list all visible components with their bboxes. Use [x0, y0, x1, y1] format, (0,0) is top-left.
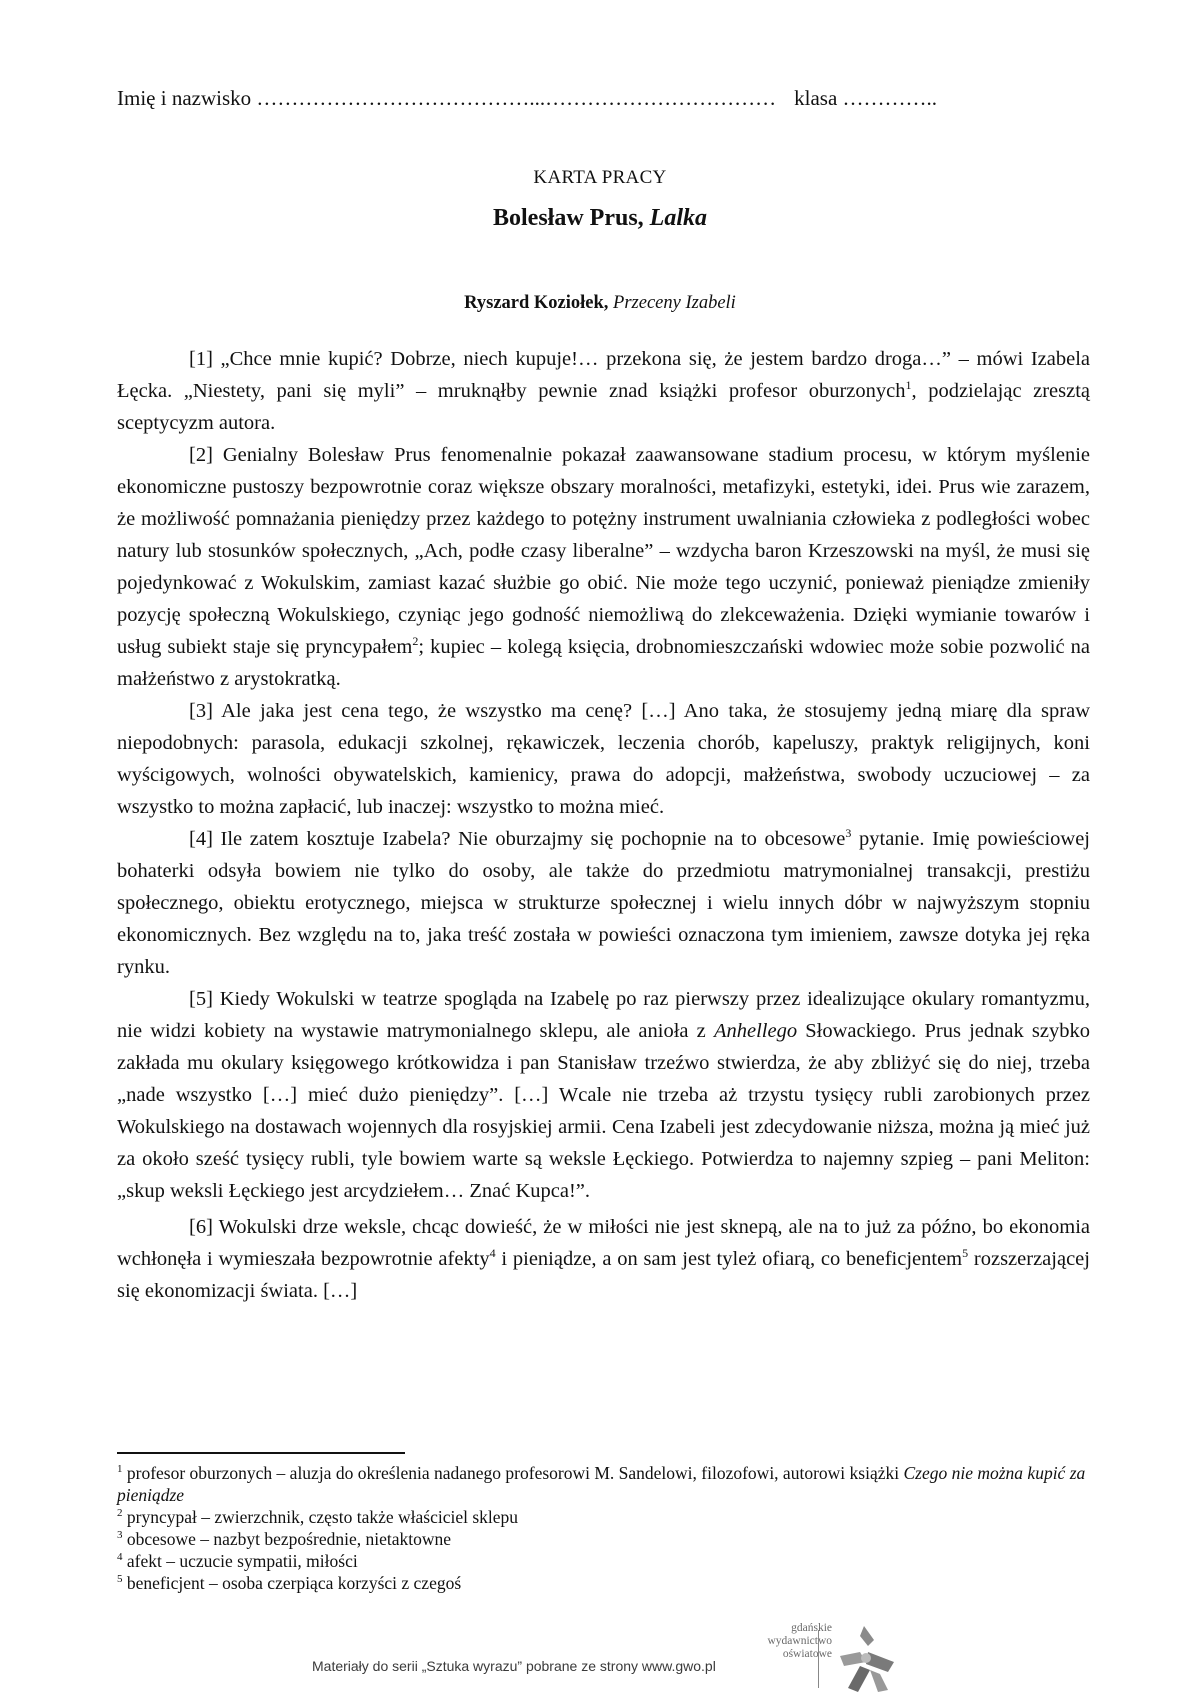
- footnote: [117, 1462, 1097, 1506]
- publisher-line: wydawnictwo: [767, 1635, 832, 1647]
- paragraph: [117, 823, 1090, 983]
- footnote-ref: 5: [962, 1246, 969, 1260]
- text-run: profesor oburzonych – aluzja do określenia nadanego profesorowi M. Sandelowi, filozofowi, autorowi książki: [122, 1463, 904, 1483]
- footnote-ref: 2: [412, 634, 419, 648]
- publisher-line: gdańskie: [791, 1622, 832, 1634]
- title-author: Bolesław Prus,: [493, 205, 644, 231]
- text-run: „Chce mnie kupić? Dobrze, niech kupuje!… przekona się, że jestem bardzo droga…” – mówi Izabela Łęcka. „Niestety, pani się myli” – mruknąłby pewnie znad książki profesor oburzonych: [117, 348, 1090, 402]
- footer-note: Materiały do serii „Sztuka wyrazu” pobrane ze strony www.gwo.pl: [312, 1658, 716, 1674]
- text-run: Słowackiego. Prus jednak szybko zakłada mu okulary księgowego krótkowidza i pan Stanisław trzeźwo stwierdza, że aby zbliżyć się do niej, trzeba „nade wszystko […] mieć dużo pieniędzy”. […] Wcale nie trzeba aż trzystu tysięcy rubli zarobionych przez Wokulskiego na dostawach wojennych dla rosyjskiej armii. Cena Izabeli jest zdecydowanie niższa, można ją mieć już za około sześć tysięcy rubli, tyle bowiem warte są weksle Łęckiego. Potwierdza to najemny szpieg – pani Meliton: „skup weksli Łęckiego jest arcydziełem… Znać Kupca!”.: [117, 1020, 1090, 1202]
- paragraph-number: [3]: [189, 700, 213, 722]
- page-footer: [0, 1610, 1200, 1690]
- text-subtitle: [0, 293, 1200, 314]
- paragraph-number: [1]: [189, 348, 213, 370]
- footnote: [117, 1572, 1097, 1594]
- paragraph: [117, 983, 1090, 1207]
- text-run: , podzielając zresztą sceptycyzm autora.: [117, 380, 1091, 434]
- class-field-label: klasa …………..: [794, 86, 938, 110]
- text-run: obcesowe – nazbyt bezpośrednie, nietaktowne: [122, 1529, 451, 1549]
- gwo-logo-icon: [830, 1622, 900, 1694]
- paragraph: [117, 343, 1090, 439]
- footnotes: [117, 1462, 1097, 1594]
- footnote: [117, 1550, 1097, 1572]
- text-run: i pieniądze, a on sam jest tyleż ofiarą, co beneficjentem: [495, 1248, 963, 1270]
- italic-title: Anhellego: [713, 1020, 798, 1042]
- footnote-number: 4: [117, 1551, 123, 1563]
- paragraph-number: [4]: [189, 828, 213, 850]
- footnote-number: 3: [117, 1529, 123, 1541]
- publisher-divider: [818, 1630, 819, 1688]
- name-field-label: Imię i nazwisko …………………………………...……………………………: [117, 86, 777, 110]
- footnote-ref: 1: [905, 378, 912, 392]
- text-run: ; kupiec – kolegą księcia, drobnomieszczański wdowiec może sobie pozwolić na małżeństwo z arystokratką.: [117, 636, 1090, 690]
- text-run: beneficjent – osoba czerpiąca korzyści z czegoś: [122, 1573, 462, 1593]
- title-work: Lalka: [649, 205, 707, 231]
- footnote-number: 2: [117, 1507, 123, 1519]
- text-run: pytanie. Imię powieściowej bohaterki odsyła bowiem nie tylko do osoby, ale także do przedmiotu matrymonialnej transakcji, prestiżu społecznego, obiektu erotycznego, miejsca w strukturze społecznej i wielu innych dóbr w najwyższym stopniu ekonomicznych. Bez względu na to, jaka treść została w powieści oznaczona tym imieniem, zawsze dotyka jej ręka rynku.: [117, 828, 1090, 978]
- student-info-line: [117, 86, 1097, 111]
- publisher-line: oświatowe: [782, 1648, 832, 1660]
- text-run: pryncypał – zwierzchnik, często także właściciel sklepu: [122, 1507, 519, 1527]
- subtitle-work: Przeceny Izabeli: [613, 293, 736, 313]
- paragraph: [117, 1211, 1090, 1307]
- text-run: Ale jaka jest cena tego, że wszystko ma cenę? […] Ano taka, że stosujemy jedną miarę dla spraw niepodobnych: parasola, edukacji szkolnej, rękawiczek, leczenia chorób, kapeluszy, praktyk religijnych, koni wyścigowych, wolności obywatelskich, kamienicy, prawa do adopcji, małżeństwa, swobody uczuciowej – za wszystko to można zapłacić, lub inaczej: wszystko to można mieć.: [117, 700, 1090, 818]
- footnote-ref: 4: [489, 1246, 496, 1260]
- footnote-ref: 3: [845, 826, 852, 840]
- paragraph-number: [5]: [189, 988, 213, 1010]
- text-run: Wokulski drze weksle, chcąc dowieść, że w miłości nie jest skneрą, ale na to już za późno, bo ekonomia wchłonęła i wymieszała bezpowrotnie afekty: [117, 1216, 1090, 1270]
- page-title: [0, 205, 1200, 232]
- article-body: [117, 343, 1090, 1307]
- paragraph-number: [6]: [189, 1216, 213, 1238]
- text-run: rozszerzającej się ekonomizacji świata. […]: [117, 1248, 1090, 1302]
- text-run: Genialny Bolesław Prus fenomenalnie pokazał zaawansowane stadium procesu, w którym myślenie ekonomiczne pustoszy bezpowrotnie coraz większe obszary moralności, metafizyki, estetyki, idei. Prus wie zarazem, że możliwość pomnażania pieniędzy przez każdego to potężny instrument uwalniania człowieka z podległości wobec natury lub stosunków społecznych, „Ach, podłe czasy liberalne” – wzdycha baron Krzeszowski na myśl, że musi się pojedynkować z Wokulskim, zamiast kazać służbie go obić. Nie może tego uczynić, ponieważ pieniądze zmieniły pozycję społeczną Wokulskiego, czyniąc jego godność niemożliwą do zlekceważenia. Dzięki wymianie towarów i usług subiekt staje się pryncypałem: [117, 444, 1090, 658]
- subtitle-author: Ryszard Koziołek,: [464, 293, 609, 313]
- text-run: afekt – uczucie sympatii, miłości: [122, 1551, 358, 1571]
- text-run: Kiedy Wokulski w teatrze spogląda na Izabelę po raz pierwszy przez idealizujące okulary romantyzmu, nie widzi kobiety na wystawie matrymonialnego sklepu, ale anioła z: [117, 988, 1090, 1042]
- paragraph: [117, 439, 1090, 695]
- footnote-number: 1: [117, 1463, 123, 1475]
- worksheet-label: KARTA PRACY: [533, 167, 667, 188]
- paragraph: [117, 695, 1090, 823]
- footnote: [117, 1528, 1097, 1550]
- footnote: [117, 1506, 1097, 1528]
- text-run: Ile zatem kosztuje Izabela? Nie oburzajmy się pochopnie na to obcesowe: [212, 828, 846, 850]
- italic-title: Czego nie można kupić za pieniądze: [117, 1463, 1086, 1505]
- footnote-number: 5: [117, 1573, 123, 1585]
- paragraph-number: [2]: [189, 444, 213, 466]
- footnote-divider: [117, 1452, 405, 1454]
